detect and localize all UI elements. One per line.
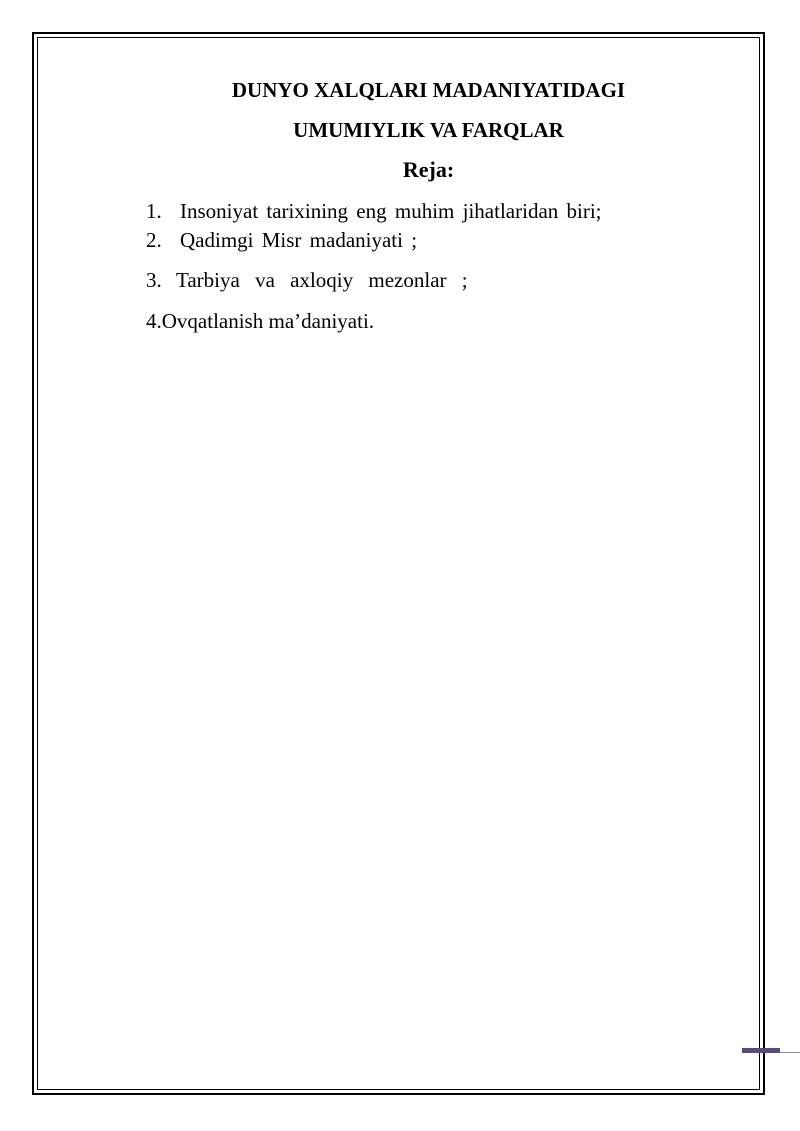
plan-item-text: Ovqatlanish ma’daniyati.	[161, 309, 375, 333]
plan-item-text: Insoniyat tarixining eng muhim jihatlaridan biri;	[180, 199, 602, 223]
plan-item	[146, 268, 468, 293]
plan-item-text: Tarbiya va axloqiy mezonlar ;	[176, 268, 468, 292]
document-title-line-2: UMUMIYLIK VA FARQLAR	[293, 118, 564, 142]
footer-rule-line	[780, 1052, 800, 1053]
plan-item-text: Qadimgi Misr madaniyati ;	[180, 228, 418, 252]
page-frame-inner	[37, 37, 760, 1090]
plan-item-number: 4.	[146, 309, 162, 333]
plan-item-number: 2.	[146, 228, 162, 252]
plan-item	[146, 309, 374, 334]
plan-item-number: 3.	[146, 268, 162, 292]
footer-accent-bar	[742, 1048, 780, 1053]
plan-item-number: 1.	[146, 199, 162, 223]
plan-item	[146, 199, 602, 224]
document-title-line-1: DUNYO XALQLARI MADANIYATIDAGI	[231, 78, 626, 102]
plan-heading: Reja:	[402, 157, 455, 182]
plan-item	[146, 228, 417, 253]
